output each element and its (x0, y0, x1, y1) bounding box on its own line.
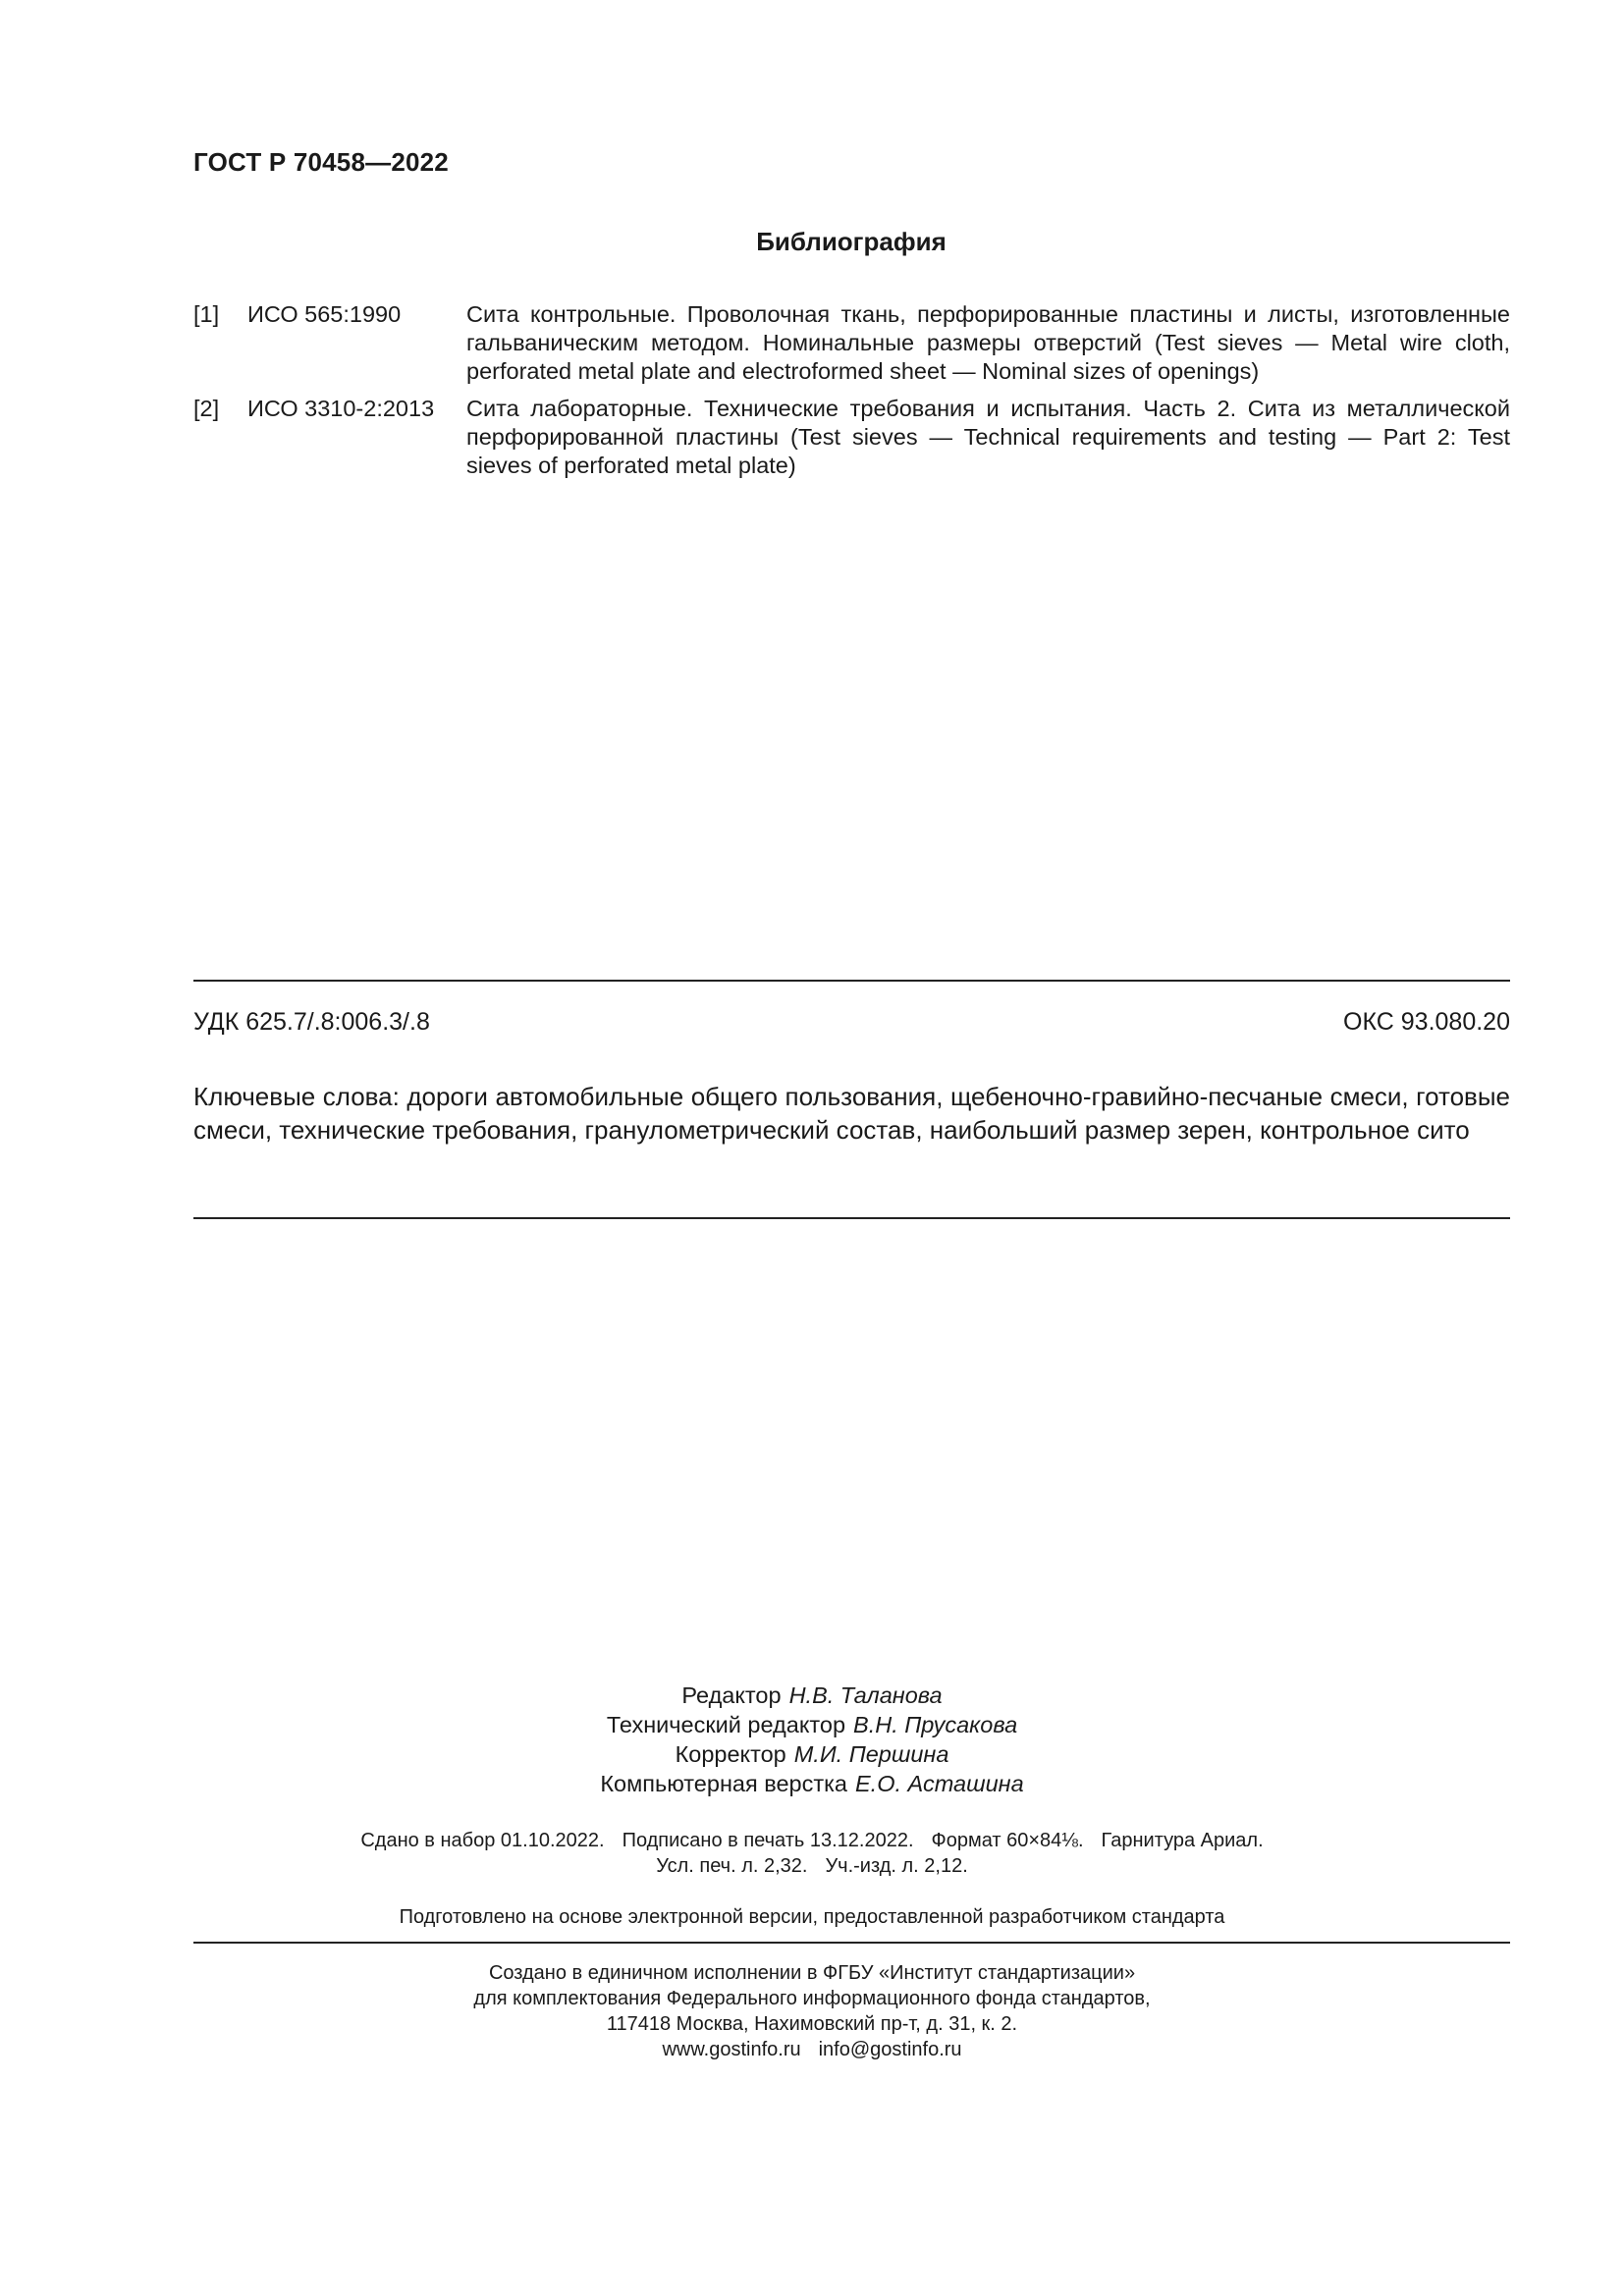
reference-number: [1] (193, 301, 220, 327)
website-link[interactable]: www.gostinfo.ru (662, 2039, 801, 2060)
divider-top (193, 980, 1510, 982)
format: Формат 60×84⅛. (931, 1830, 1084, 1851)
bibliography-title: Библиография (756, 227, 947, 256)
footer-contacts (0, 2037, 1624, 2062)
reference-standard: ИСО 565:1990 (247, 301, 402, 327)
bibliography-item (193, 395, 1510, 480)
reference-number: [2] (193, 396, 220, 421)
credit-name: Е.О. Асташина (855, 1771, 1024, 1796)
credit-name: В.Н. Прусакова (853, 1712, 1018, 1737)
credit-line (0, 1710, 1624, 1739)
credit-line (0, 1739, 1624, 1769)
credit-line (0, 1769, 1624, 1798)
typeset-date: Сдано в набор 01.10.2022. (360, 1830, 605, 1851)
document-id: ГОСТ Р 70458—2022 (193, 147, 449, 177)
printed-sheets: Усл. печ. л. 2,32. (656, 1855, 808, 1877)
credit-role: Корректор (675, 1741, 786, 1767)
divider-footer (193, 1942, 1510, 1944)
publisher-footer (0, 1960, 1624, 2062)
typeface: Гарнитура Ариал. (1101, 1830, 1264, 1851)
credit-role: Технический редактор (606, 1712, 846, 1737)
divider-keywords (193, 1217, 1510, 1219)
reference-standard: ИСО 3310-2:2013 (247, 396, 435, 421)
print-info-line2 (0, 1853, 1624, 1879)
footer-line: для комплектования Федерального информационного фонда стандартов, (473, 1988, 1151, 2009)
udk-code: УДК 625.7/.8:006.3/.8 (193, 1008, 430, 1036)
credit-name: М.И. Першина (793, 1741, 949, 1767)
signed-date: Подписано в печать 13.12.2022. (622, 1830, 914, 1851)
bibliography-item (193, 300, 1510, 386)
footer-line: Создано в единичном исполнении в ФГБУ «Институт стандартизации» (488, 1962, 1136, 1984)
credits-block (0, 1681, 1624, 1798)
reference-text: Сита лабораторные. Технические требования и испытания. Часть 2. Сита из металлической перфорированной пластины (Test sieves — Technical requirements and testing — Part 2: Test sieves of perforated metal plate) (466, 396, 1510, 478)
publisher-sheets: Уч.-изд. л. 2,12. (825, 1855, 968, 1877)
email-link[interactable]: info@gostinfo.ru (818, 2039, 962, 2060)
footer-address: 117418 Москва, Нахимовский пр-т, д. 31, к. 2. (606, 2013, 1018, 2035)
keywords-paragraph: Ключевые слова: дороги автомобильные общего пользования, щебеночно-гравийно-песчаные смеси, готовые смеси, технические требования, гранулометрический состав, наибольший размер зерен, контрольное сито (193, 1082, 1510, 1145)
credit-role: Редактор (681, 1682, 782, 1708)
oks-code: ОКС 93.080.20 (1343, 1008, 1510, 1036)
print-info (0, 1828, 1624, 1879)
bibliography-list (193, 300, 1510, 489)
credit-line (0, 1681, 1624, 1710)
reference-text: Сита контрольные. Проволочная ткань, перфорированные пластины и листы, изготовленные гальваническим методом. Номинальные размеры отверстий (Test sieves — Metal wire cloth, perforated metal plate and electroformed sheet — Nominal sizes of openings) (466, 301, 1510, 384)
print-info-line1 (0, 1828, 1624, 1853)
credit-name: Н.В. Таланова (788, 1682, 943, 1708)
credit-role: Компьютерная верстка (600, 1771, 847, 1796)
prepared-note: Подготовлено на основе электронной версии, предоставленной разработчиком стандарта (399, 1906, 1225, 1928)
